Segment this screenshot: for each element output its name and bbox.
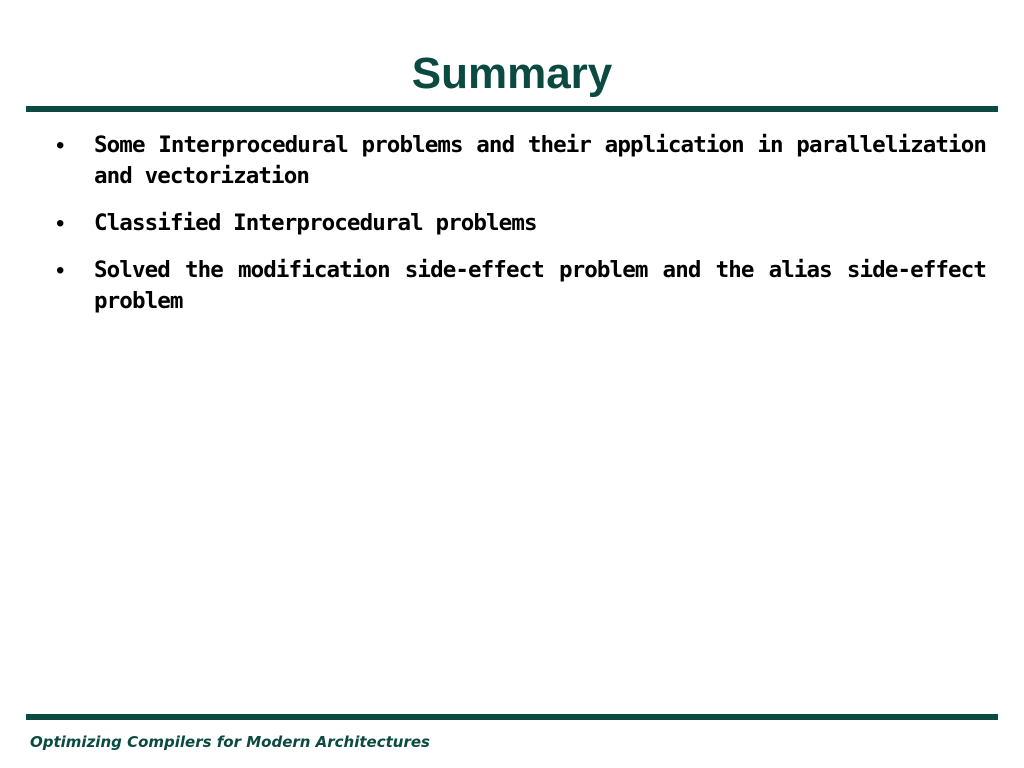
- footer-divider: [26, 714, 998, 720]
- bullet-icon: •: [56, 210, 65, 237]
- title-divider: [26, 106, 998, 112]
- footer-text: Optimizing Compilers for Modern Architectures: [30, 733, 430, 751]
- list-item: [56, 255, 986, 317]
- list-item: [56, 208, 986, 239]
- slide-title: Summary: [411, 49, 613, 98]
- bullet-text: Solved the modification side-effect problem and the alias side-effect problem: [94, 257, 986, 314]
- bullet-list: [56, 130, 986, 333]
- bullet-icon: •: [56, 132, 65, 159]
- bullet-text: Classified Interprocedural problems: [94, 210, 537, 236]
- bullet-icon: •: [56, 257, 65, 284]
- bullet-text: Some Interprocedural problems and their application in parallelization and vectorization: [94, 132, 986, 189]
- list-item: [56, 130, 986, 192]
